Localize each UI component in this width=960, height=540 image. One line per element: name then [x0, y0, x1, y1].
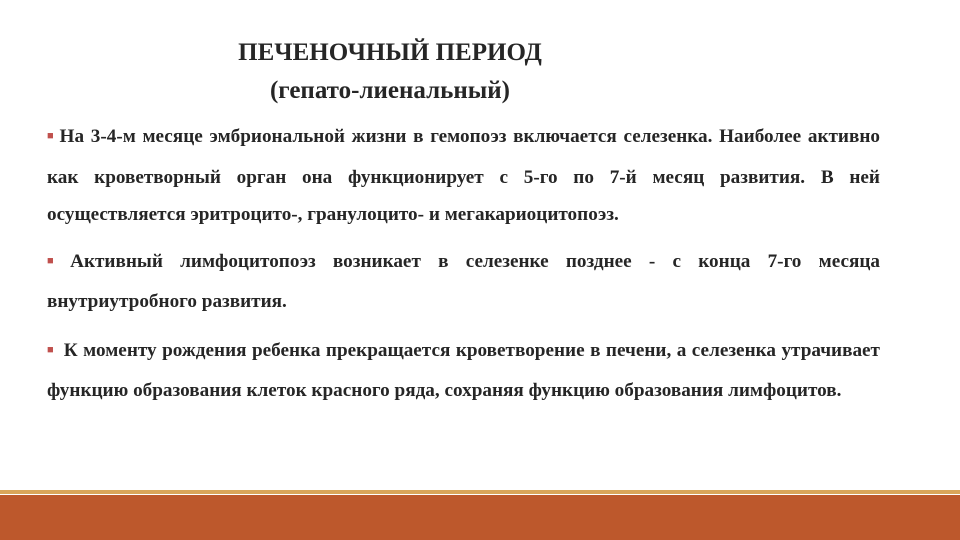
- title-line-1: ПЕЧЕНОЧНЫЙ ПЕРИОД: [238, 39, 542, 66]
- slide-title: [150, 34, 630, 110]
- title-line-2: (гепато-лиенальный): [269, 77, 511, 104]
- slide-content: [47, 118, 880, 410]
- bullet-paragraph: [47, 118, 880, 234]
- paragraph-text: К моменту рождения ребенка прекращается кроветворение в печени, а селезенка утрачивает функцию образования клеток красного ряда, сохраняя функцию образования лимфоцитов.: [47, 339, 880, 401]
- bullet-paragraph: [47, 243, 880, 321]
- square-bullet-icon: ■: [47, 254, 67, 267]
- square-bullet-icon: ■: [47, 343, 55, 356]
- paragraph-text: На 3-4-м месяце эмбриональной жизни в гемопоэз включается селезенка. Наиболее активно как кроветворный орган она функционирует с 5-го по 7-й месяц развития. В ней осуществляется эритроцито-, гранулоцито- и мегакариоцитопоэз.: [47, 126, 880, 225]
- bottom-accent-line: [0, 490, 960, 494]
- paragraph-text: Активный лимфоцитопоэз возникает в селезенке позднее - с конца 7-го месяца внутриутробного развития.: [47, 250, 880, 312]
- bottom-accent-bar: [0, 495, 960, 540]
- bullet-paragraph: [47, 332, 880, 410]
- square-bullet-icon: ■: [47, 130, 56, 142]
